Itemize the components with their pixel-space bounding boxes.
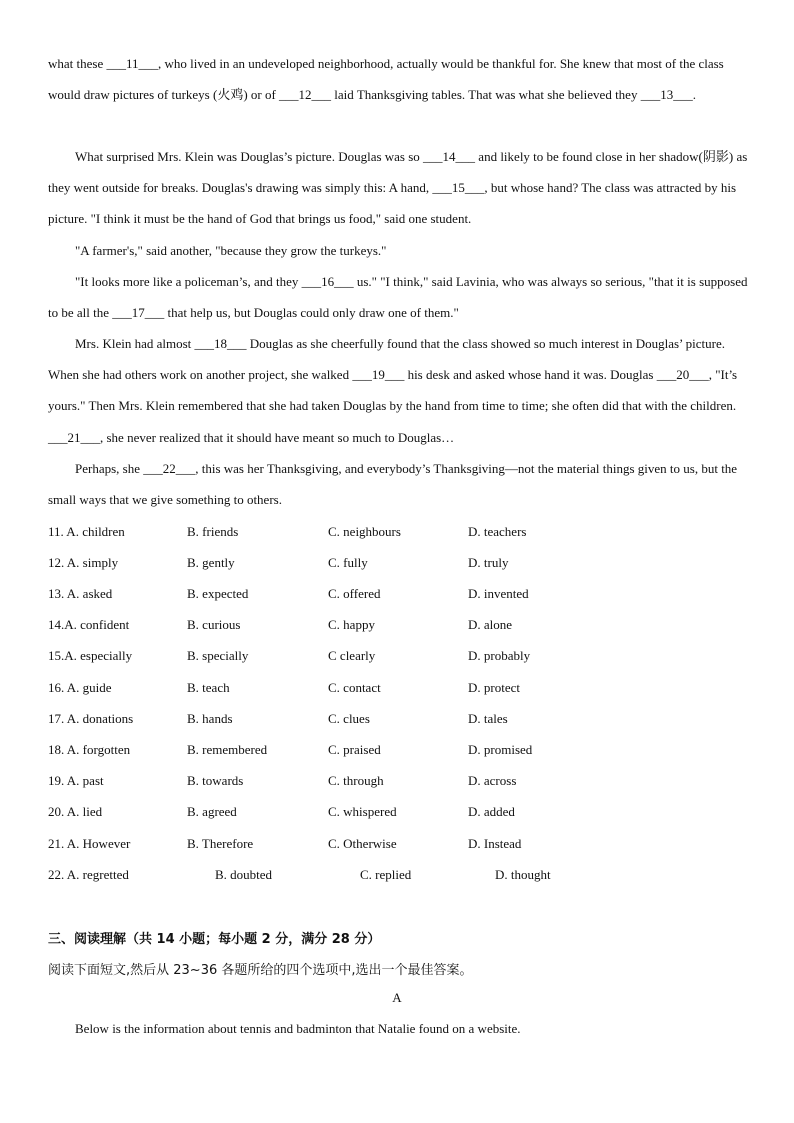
passage-heading: A — [392, 990, 402, 1005]
passage-paragraph-1: what these ___11___, who lived in an undeveloped neighborhood, actually would be thankful for. She knew that most of the class would draw pictures of turkeys (火鸡) or of ___12___ laid Thanksgiving tables. That was what she believed they ___13___. — [48, 56, 724, 103]
option-d: D. probably — [468, 648, 531, 663]
option-a: 15.A. especially — [48, 648, 133, 663]
passage-paragraph-6: Perhaps, she ___22___, this was her Thanksgiving, and everybody’s Thanksgiving—not the material things given to us, but the small ways that we give something to others. — [48, 461, 738, 508]
option-b: B. expected — [187, 586, 249, 601]
option-d: D. Instead — [468, 836, 522, 851]
option-b: B. hands — [187, 711, 233, 726]
option-c: C. neighbours — [328, 524, 401, 539]
option-a: 13. A. asked — [48, 586, 113, 601]
section-title: 三、阅读理解（共 14 小题；每小题 2 分，满分 28 分） — [48, 932, 381, 947]
option-a: 12. A. simply — [48, 555, 119, 570]
option-d: D. protect — [468, 680, 520, 695]
option-b: B. Therefore — [187, 836, 254, 851]
option-a: 14.A. confident — [48, 617, 130, 632]
option-c: C. clues — [328, 711, 370, 726]
option-c: C. fully — [328, 555, 368, 570]
option-d: D. across — [468, 773, 517, 788]
option-a: 11. A. children — [48, 524, 125, 539]
option-c: C. whispered — [328, 804, 397, 819]
option-d: D. teachers — [468, 524, 527, 539]
option-c: C. happy — [328, 617, 375, 632]
passage-paragraph-5: Mrs. Klein had almost ___18___ Douglas as she cheerfully found that the class showed so much interest in Douglas’ picture. When she had others work on another project, she walked ___19___ his desk and asked whose hand it was. Douglas ___20___, "It’s yours." Then Mrs. Klein remembered that she had taken Douglas by the hand from time to time; she often did that with the children. ___21___, she never realized that it should have meant so much to Douglas… — [48, 336, 738, 445]
passage-paragraph-3: "A farmer's," said another, "because they grow the turkeys." — [75, 243, 387, 258]
passage-paragraph-4: "It looks more like a policeman’s, and they ___16___ us." "I think," said Lavinia, who was always so serious, "that it is supposed to be all the ___17___ that help us, but Douglas could only draw one of them." — [48, 274, 748, 321]
option-b: B. teach — [187, 680, 230, 695]
option-d: D. thought — [495, 867, 551, 882]
option-b: B. remembered — [187, 742, 268, 757]
option-c: C. contact — [328, 680, 381, 695]
option-a: 18. A. forgotten — [48, 742, 131, 757]
option-d: D. alone — [468, 617, 513, 632]
option-a: 17. A. donations — [48, 711, 134, 726]
passage-intro: Below is the information about tennis and badminton that Natalie found on a website. — [75, 1021, 521, 1036]
option-c: C. replied — [360, 867, 412, 882]
option-c: C. praised — [328, 742, 381, 757]
option-b: B. curious — [187, 617, 241, 632]
option-c: C clearly — [328, 648, 376, 663]
option-b: B. gently — [187, 555, 235, 570]
option-b: B. agreed — [187, 804, 237, 819]
option-d: D. tales — [468, 711, 508, 726]
option-a: 22. A. regretted — [48, 867, 129, 882]
option-d: D. added — [468, 804, 515, 819]
option-b: B. towards — [187, 773, 244, 788]
passage-paragraph-2: What surprised Mrs. Klein was Douglas’s picture. Douglas was so ___14___ and likely to be found close in her shadow(阴影) as they went outside for breaks. Douglas's drawing was simply this: A hand, ___15___, but whose hand? The class was attracted by his picture. "I think it must be the hand of God that brings us food," said one student. — [48, 149, 748, 227]
option-c: C. Otherwise — [328, 836, 397, 851]
option-b: B. specially — [187, 648, 249, 663]
option-a: 21. A. However — [48, 836, 131, 851]
option-d: D. promised — [468, 742, 533, 757]
option-a: 19. A. past — [48, 773, 104, 788]
option-a: 20. A. lied — [48, 804, 103, 819]
option-d: D. truly — [468, 555, 509, 570]
option-b: B. doubted — [215, 867, 273, 882]
option-d: D. invented — [468, 586, 529, 601]
option-c: C. offered — [328, 586, 381, 601]
option-a: 16. A. guide — [48, 680, 112, 695]
option-c: C. through — [328, 773, 384, 788]
option-b: B. friends — [187, 524, 239, 539]
section-instruction: 阅读下面短文,然后从 23~36 各题所给的四个选项中,选出一个最佳答案。 — [48, 963, 473, 978]
